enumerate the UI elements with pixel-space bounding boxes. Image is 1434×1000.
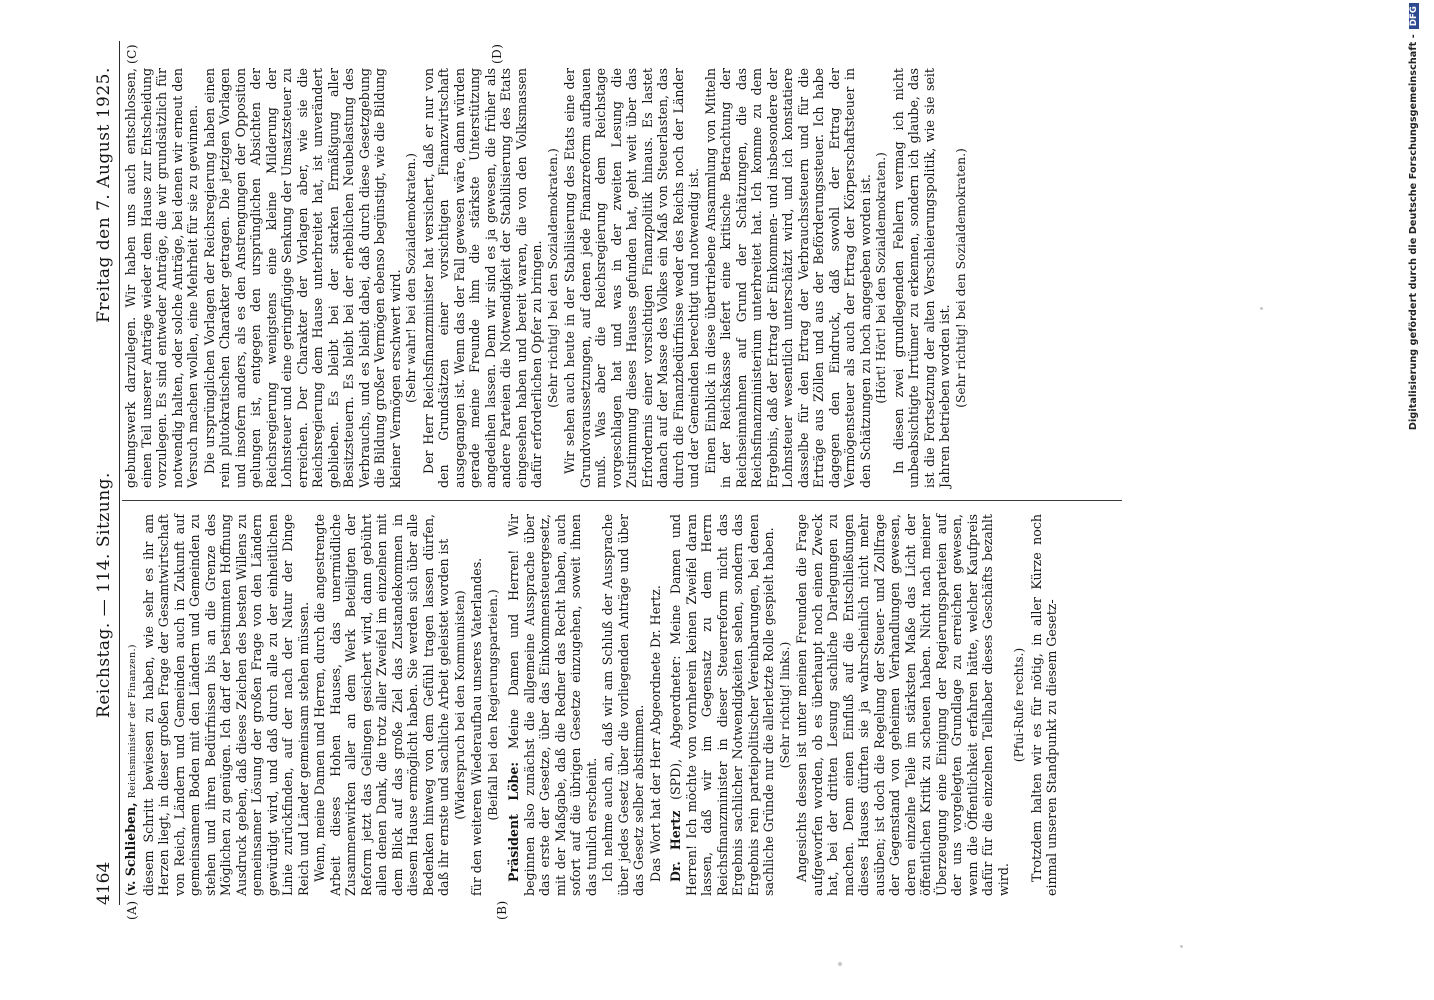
digitization-credit xyxy=(1408,3,1424,998)
paragraph: Wir sehen auch heute in der Stabilisierung des Etats eine der Grundvoraussetzungen, auf denen jede Finanzreform aufbauen muß. Was aber die Reichsregierung dem Reichstage vorgeschlagen hat und was in der zweiten Lesung die Zustimmung dieses Hauses gefunden hat, geht weit über das Erfordernis einer vorsichtigen Finanzpolitik hinaus. Es lastet danach auf der Masse des Volkes ein Maß von Steuerlasten, das durch die Finanzbedürfnisse weder des Reichs noch der Länder und der Gemeinden berechtigt und notwendig ist. xyxy=(562,68,701,488)
margin-marker-a: (A) xyxy=(125,900,139,920)
hertz-text: (SPD), Abgeordneter: Meine Damen und Herren! Ich möchte von vornherein keinen Zweifel daran lassen, daß wir im Gegensatz zu dem Herrn Reichsfinanzminister in dieser Steuerreform nicht das Ergebnis sachlicher Notwendigkeiten sehen, sondern das Ergebnis rein parteipolitischer Vereinbarungen, bei denen sachliche Gründe nur die allerletzte Rolle gespielt haben. xyxy=(668,514,776,896)
interjection: (Widerspruch bei den Kommunisten) xyxy=(452,590,467,820)
paragraph: Angesichts dessen ist unter meinen Freunden die Frage aufgeworfen worden, ob es überhaupt noch einen Zweck hat, bei der dritten Lesung sachliche Darlegungen zu machen. Denn einen Einfluß auf die Entschließungen dieses Hauses dürften sie ja wahrscheinlich nicht mehr ausüben; ist doch die Regelung der Steuer- und Zollfrage der Gegenstand von geheimen Verhandlungen gewesen, deren einzelne Teile im stärksten Maße das Licht der öffentlichen Kritik zu scheuen haben. Nicht nach meiner Überzeugung eine Einigung der Regierungsparteien auf der uns vorgelegten Grundlage zu erreichen gewesen, wenn die Öffentlichkeit erfahren hätte, welcher Kaufpreis dafür für die einzelnen Teilhaber dieses Geschäfts bezahlt wird. xyxy=(794,514,1011,896)
margin-marker-c: (C) xyxy=(125,43,139,64)
paragraph xyxy=(506,514,599,896)
header-rule xyxy=(119,41,120,905)
interjection: (Hört! Hört! bei den Sozialdemokraten.) xyxy=(874,152,888,404)
session-date: Freitag den 7. August 1925. xyxy=(94,67,114,323)
interjection: (Beifall bei den Regierungsparteien.) xyxy=(485,589,500,821)
speaker-heading: (v. Schlieben, Reichsminister der Finanzen.) xyxy=(123,644,138,896)
interjection: (Sehr wahr! bei den Sozialdemokraten.) xyxy=(404,153,418,403)
margin-marker-b: (B) xyxy=(495,900,509,920)
scan-speck xyxy=(1260,307,1263,310)
paragraph xyxy=(668,514,777,896)
paragraph: diesem Schritt bewiesen zu haben, wie sehr es ihr am Herzen liegt, in dieser großen Frage der Gesamtwirtschaft von Reich, Ländern und Gemeinden auch in Zukunft auf gemeinsamem Boden mit den Ländern und Gemeinden zu stehen und ihren Bedürfnissen bis an die Grenze des Möglichen zu genügen. Ich darf der bestimmten Hoffnung Ausdruck geben, daß dieses Zeichen des besten Willens zu gemeinsamer Lösung der großen Frage von den Ländern gewürdigt wird, und daß durch alle zu der einheitlichen Linie zurückfinden, auf der nach der Natur der Dinge Reich und Länder gemeinsam stehen müssen. xyxy=(140,514,311,896)
interjection: (Sehr richtig! bei den Sozialdemokraten.) xyxy=(545,148,560,408)
paragraph: Ich nehme auch an, daß wir am Schluß der Aussprache über jedes Gesetz über die vorliegenden Anträge und über das Gesetz selber abstimmen. xyxy=(600,514,646,896)
paragraph: Wenn, meine Damen und Herren, durch die angestrengte Arbeit dieses Hohen Hauses, das unermüdliche Zusammenwirken aller an dem Werk Beteiligten der Reform jetzt das Gelingen gesichert wird, dann gebührt allen denen Dank, die trotz aller Zweifel im einzelnen mit dem Blick auf das große Ziel das Zustandekommen in diesem Hause ermöglicht haben. Sie werden sich über alle Bedenken hinweg von dem Gefühl tragen lassen dürfen, daß ihr ernste und sachliche Arbeit geleistet worden ist xyxy=(312,514,451,896)
interjection: (Pfui-Rufe rechts.) xyxy=(1012,647,1026,763)
session-title: Reichstag. — 114. Sitzung. xyxy=(94,472,114,718)
hertz-name: Dr. Hertz xyxy=(668,810,683,882)
scan-speck xyxy=(1180,945,1183,948)
text-column-left xyxy=(123,514,1059,896)
paragraph: für den weiteren Wiederaufbau unseres Vaterlandes. xyxy=(469,557,484,896)
paragraph: gebungswerk darzulegen. Wir haben uns auch entschlossen, einen Teil unserer Anträge wieder dem Hause zur Entscheidung vorzulegen. Es sind entweder Anträge, die wir grundsätzlich für notwendig halten, oder solche Anträge, bei denen wir erneut den Versuch machen wollen, eine Mehrheit für sie zu gewinnen. xyxy=(123,68,200,488)
paragraph: In diesen zwei grundlegenden Fehlern vermag ich nicht unbeabsichtigte Irrtümer zu erkennen, sondern ich glaube, das ist die Fortsetzung der alten Verschleierungspolitik, wie sie seit Jahren betrieben worden ist. xyxy=(890,68,952,488)
margin-marker-d: (D) xyxy=(490,43,504,64)
paragraph: Das Wort hat der Herr Abgeordnete Dr. Hertz. xyxy=(647,585,663,882)
paragraph: Trotzdem halten wir es für nötig, in aller Kürze noch einmal unseren Standpunkt zu diesem Gesetz- xyxy=(1028,514,1059,896)
president-text: Meine Damen und Herren! Wir beginnen also zunächst die allgemeine Aussprache über das erste der Gesetze, über das Einkommensteuergesetz, mit der Maßgabe, daß die Redner das Recht haben, auch sofort auf die übrigen Gesetze einzugehen, soweit ihnen das tunlich erscheint. xyxy=(506,514,599,896)
interjection: (Sehr richtig! bei den Sozialdemokraten.) xyxy=(953,148,968,408)
text-column-right xyxy=(123,68,968,488)
scan-speck xyxy=(838,962,842,966)
paragraph: Der Herr Reichsfinanzminister hat versichert, daß er nur von den Grundsätzen einer vorsichtigen Finanzwirtschaft ausgegangen ist. Wenn das der Fall gewesen wäre, dann würden gerade meine Freunde ihm die stärkste Unterstützung angedeihen lassen. Denn wir sind es ja gewesen, die früher als andere Parteien die Notwendigkeit der Stabilisierung des Etats eingesehen haben und bereit waren, die von den Volksmassen dafür erforderlichen Opfer zu bringen. xyxy=(420,68,544,488)
interjection: (Sehr richtig! links.) xyxy=(777,641,792,769)
speaker-name: v. Schlieben, xyxy=(123,802,138,892)
credit-text: Digitalisierung gefördert durch die Deutsche Forschungsgemeinschaft - xyxy=(1408,34,1419,431)
paragraph: Die ursprünglichen Vorlagen der Reichsregierung haben einen rein plutokratischen Charakter getragen. Die jetzigen Vorlagen und insofern anders, als es den Anstrengungen der Opposition gelungen ist, entgegen den ursprünglichen Absichten der Reichsregierung wenigstens eine kleine Milderung der Lohnsteuer und eine geringfügige Senkung der Umsatzsteuer zu erreichen. Der Charakter der Vorlagen aber, wie sie die Reichsregierung dem Hause unterbreitet hat, ist unverändert geblieben. Es bleibt bei der starken Ermäßigung aller Besitzsteuern. Es bleibt bei der erheblichen Neubelastung des Verbrauchs, und es bleibt dabei, daß durch diese Gesetzgebung die Bildung großer Vermögen ebenso begünstigt, wie die Bildung kleiner Vermögen erschwert wird. xyxy=(201,68,403,488)
speaker-role: Reichsminister der Finanzen.) xyxy=(127,644,138,799)
page-number: 4164 xyxy=(94,861,114,905)
dfg-logo: DFG xyxy=(1409,3,1419,29)
column-separator xyxy=(122,500,1122,501)
paragraph: Einen Einblick in diese übertriebene Ansammlung von Mitteln in der Reichskasse liefert eine kritische Betrachtung der Reichseinnahmen auf Grund der Schätzungen, die das Reichsfinanzministerium unterbreitet hat. Ich komme zu dem Ergebnis, daß der Ertrag der Einkommen- und insbesondere der Lohnsteuer wesentlich unterschätzt wird, und ich konstatiere dasselbe für den Ertrag der Verbrauchssteuern und für die Erträge aus Zöllen und aus der Beförderungssteuer. Ich habe dagegen den Eindruck, daß sowohl der Ertrag der Vermögensteuer als auch der Ertrag der Körperschaftsteuer in den Schätzungen zu hoch angegeben worden ist. xyxy=(702,68,873,488)
page-header xyxy=(93,40,115,905)
president-name: Präsident Löbe: xyxy=(506,762,521,882)
